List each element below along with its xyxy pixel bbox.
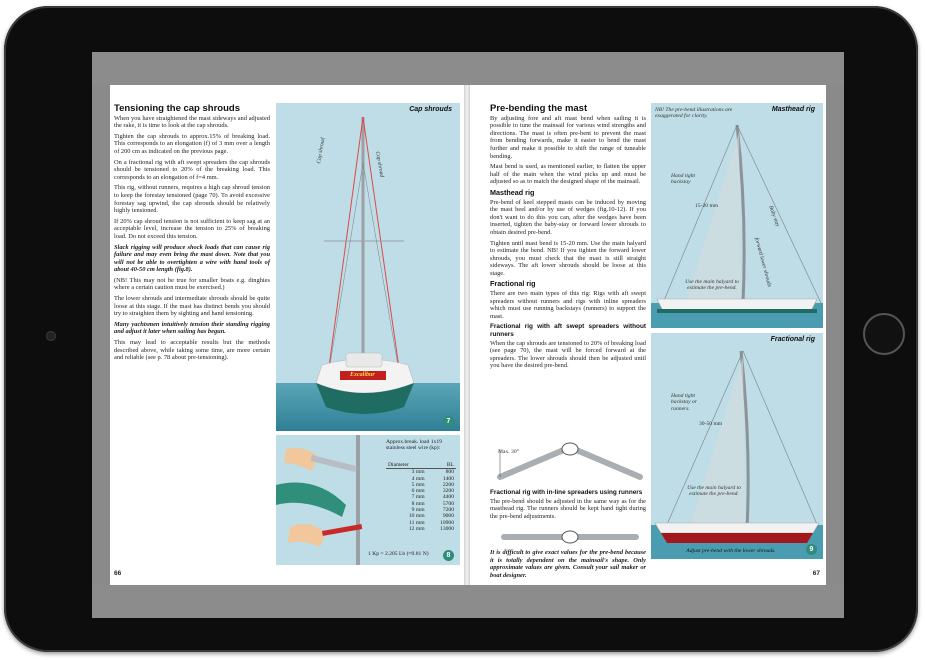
left-warning: Many yachtsmen intuitively tension their standing rigging and adjust it later when sailing has begun.	[114, 320, 270, 336]
fractional-heading: Fractional rig	[490, 279, 536, 289]
figure-fractional-rig	[651, 333, 823, 559]
aft-swept-heading: Fractional rig with aft swept spreaders without runners	[490, 323, 646, 339]
spreader-angle-label: Max. 30°	[498, 449, 519, 455]
figure-tension-tools	[276, 435, 460, 565]
right-page[interactable]	[470, 85, 826, 585]
figure-badge: 9	[806, 544, 817, 555]
page-number-left: 66	[114, 570, 122, 577]
left-warning: Slack rigging will produce shock loads that can cause rig failure and may even bring the mast down. Note that you will not be able to overtighten a wire with hand tools of about 40-50 cm length (fig.8).	[114, 243, 270, 274]
left-heading: Tensioning the cap shrouds	[114, 103, 240, 114]
label-main-halyard: Use the main halyard to estimate the pre-bend.	[687, 485, 741, 498]
label-forward-lower: forward lower shrouds	[753, 237, 773, 288]
label-hand-tight-backstay: Hand tight backstay or runners.	[671, 393, 697, 412]
right-paragraph: The pre-bend should be adjusted in the same way as for the masthead rig. The runners should be kept hand tight during the pre-bend adjustments.	[490, 497, 646, 520]
boat-name: Excalibur	[350, 372, 375, 378]
closing-text: It is difficult to give exact values for the pre-bend because it is totally dependent on the mainsail's shape. Only approximate values are given. Consult your sail maker or boat designer.	[490, 549, 646, 579]
label-cap-shroud-right: Cap shroud	[374, 151, 385, 178]
figure-masthead-rig	[651, 103, 823, 328]
table-row: 6 mm 3200	[411, 488, 454, 495]
left-paragraph: Tighten the cap shrouds to approx.15% of breaking load. This corresponds to an elongation (f) of 3 mm over a length of 200 cm as indicated on the previous page.	[114, 132, 270, 155]
inline-spreader-text	[490, 487, 646, 523]
figure-title: Masthead rig	[771, 106, 815, 113]
table-row: 3 mm 800	[411, 469, 454, 476]
figure-title: Cap shrouds	[409, 106, 452, 113]
figure-note: NB! The pre-bend illustrations are exaggerated for clarity.	[655, 107, 733, 120]
page-number-right: 67	[812, 570, 820, 577]
table-caption: Approx.break. load 1x19 stainless steel wire (kp):	[386, 439, 442, 452]
table-row: 5 mm 2200	[411, 481, 454, 488]
left-paragraph: On a fractional rig with aft swept spreaders the cap shrouds should be tensioned to 20% of the breaking load. This corresponds to an elongation of f=4 mm.	[114, 158, 270, 181]
left-paragraph: If 20% cap shroud tension is not sufficient to keep sag at an acceptable level, increase the tension to 25% of breaking load. Do not exceed this tension.	[114, 217, 270, 240]
col-header-bl: BL	[427, 462, 456, 469]
left-paragraph: This rig, without runners, requires a high cap shroud tension to keep the forestay tensioned (page 70). To avoid excessive forestay sag upwind, the cap shrouds should be relatively highly tensioned.	[114, 184, 270, 215]
left-paragraph: This may lead to acceptable results but the methods described above, while taking some time, are more certain and reliable (see p. 78 about pre-tensioning).	[114, 339, 270, 362]
reader-top-bar	[92, 52, 844, 85]
table-row: 8 mm 5700	[411, 500, 454, 507]
masthead-heading: Masthead rig	[490, 187, 535, 197]
label-hand-tight-backstay: Hand tight backstay	[671, 173, 696, 186]
col-header-diameter: Diameter	[386, 462, 427, 469]
right-paragraph: There are two main types of this rig: Rigs with aft swept spreaders without runners and rigs with inline spreaders which must use running backstays (runners) to support the mast.	[490, 290, 646, 320]
right-text-column	[490, 105, 646, 373]
table-row: 9 mm 7200	[411, 507, 454, 514]
wrench-illustration	[276, 435, 382, 565]
tablet-screen	[92, 52, 844, 618]
right-paragraph: When the cap shrouds are tensioned to 20% of breaking load (see page 70), the mast will be forced forward at the spreaders. The lower shrouds should then be adjusted until you have the desired pre-bend.	[490, 339, 646, 370]
figure-title: Fractional rig	[770, 336, 815, 343]
table-row: 12 mm 13000	[408, 525, 454, 532]
right-paragraph: Tighten until mast bend is 15-20 mm. Use the main halyard to estimate the bend. NB! If you tighten the forward lower shrouds, you must check that the mast is still straight sideways. The aft lower shrouds should be loose at this stage.	[490, 239, 646, 277]
left-paragraph: When you have straightened the mast sideways and adjusted the rake, it is time to look at the cap shrouds.	[114, 114, 270, 130]
right-paragraph: Pre-bend of keel stepped masts can be induced by moving the mast heel and/or by use of wedges (fig.10-12). If you don't want to do this you can, after the wedges have been inserted, tighten the baby-stay or forward lower shrouds to obtain desired pre-bend.	[490, 198, 646, 236]
figure-badge: 7	[443, 416, 454, 427]
figure-caption: Adjust pre-bend with the lower shrouds.	[686, 548, 776, 554]
table-row: 10 mm 9000	[408, 513, 454, 520]
tablet-frame	[4, 6, 918, 652]
label-measure: 30-50 mm	[699, 421, 723, 427]
left-paragraph: (NB! This may not be true for smaller boats e.g. dinghies where a certain caution must be exercised.)	[114, 276, 270, 292]
table-footnote: 1 Kp = 2.205 Lb (≈9.81 N)	[368, 551, 429, 557]
left-page[interactable]	[110, 85, 464, 585]
spreader-diagram-aft	[490, 441, 650, 483]
fractional-illustration	[651, 333, 823, 559]
closing-note	[490, 549, 646, 582]
table-row: 7 mm 4400	[411, 494, 454, 501]
left-paragraph: The lower shrouds and intermediate shrouds should be quite loose at this stage. If the mast has distinct bends you should try to straighten them by sighting and hand tensioning.	[114, 295, 270, 318]
right-paragraph: Mast bend is used, as mentioned earlier, to flatten the upper half of the main when the wind picks up and must be adjusted so as to match the designed shape of the mainsail.	[490, 163, 646, 186]
table-row: 4 mm 1400	[411, 475, 454, 482]
table-row: 11 mm 10900	[409, 519, 454, 526]
label-baby-stay: Baby stay	[767, 205, 781, 228]
inline-heading: Fractional rig with in-line spreaders using runners	[490, 489, 643, 496]
left-text-column	[114, 105, 270, 365]
right-heading: Pre-bending the mast	[490, 103, 588, 114]
masthead-illustration	[651, 103, 823, 328]
reader-bottom-bar	[92, 585, 844, 618]
rig-illustration	[276, 103, 460, 431]
breaking-load-table	[386, 462, 456, 532]
label-cap-shroud-left: Cap shroud	[316, 137, 327, 165]
figure-cap-shrouds	[276, 103, 460, 431]
spreader-diagram-inline	[490, 528, 650, 546]
figure-badge: 8	[443, 550, 454, 561]
label-measure: 15-20 mm	[695, 203, 719, 209]
home-button[interactable]	[863, 313, 905, 355]
right-paragraph: By adjusting fore and aft mast bend when sailing it is possible to tune the mainsail for various wind strengths and directions. The mast is often pre-bent to prevent the mast from bending forwards, make it easier to bend the mast further and make it possible to shift the range of tuneable bending.	[490, 114, 646, 160]
camera-icon	[46, 331, 56, 341]
label-main-halyard: Use the main halyard to estimate the pre-bend.	[685, 279, 739, 292]
